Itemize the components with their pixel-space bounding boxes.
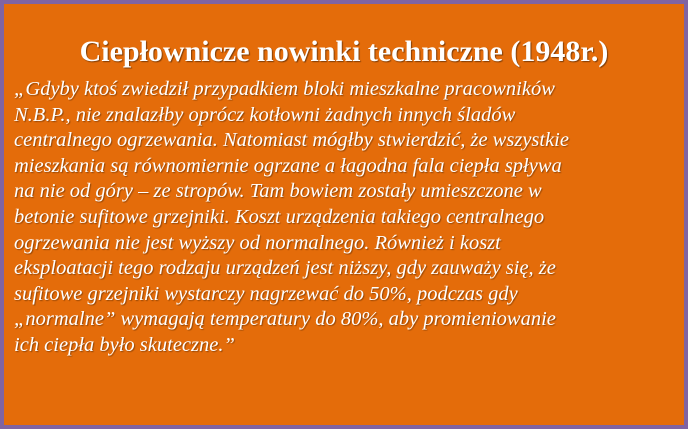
panel-title: Ciepłownicze nowinki techniczne (1948r.): [79, 35, 609, 68]
quote-line: eksploatacji tego rodzaju urządzeń jest niższy, gdy zauważy się, że: [14, 257, 556, 280]
quote-line: centralnego ogrzewania. Natomiast mógłby stwierdzić, że wszystkie: [14, 129, 569, 152]
quote-line: na nie od góry – ze stropów. Tam bowiem zostały umieszczone w: [14, 180, 542, 203]
quote-line: betonie sufitowe grzejniki. Koszt urządzenia takiego centralnego: [14, 205, 545, 228]
quote-line: „normalne” wymagają temperatury do 80%, aby promieniowanie: [14, 308, 556, 331]
quote-line: mieszkania są równomiernie ogrzane a łagodna fala ciepła spływa: [14, 154, 562, 177]
quote-line: ogrzewania nie jest wyższy od normalnego. Również i koszt: [14, 231, 501, 254]
quote-line: N.B.P., nie znalazłby oprócz kotłowni żadnych innych śladów: [14, 103, 516, 126]
quote-line: ich ciepła było skuteczne.”: [14, 333, 235, 356]
quote-line: sufitowe grzejniki wystarczy nagrzewać do 50%, podczas gdy: [14, 282, 518, 305]
quote-line: „Gdyby ktoś zwiedził przypadkiem bloki mieszkalne pracowników: [14, 78, 555, 100]
quote-text: [14, 77, 682, 359]
